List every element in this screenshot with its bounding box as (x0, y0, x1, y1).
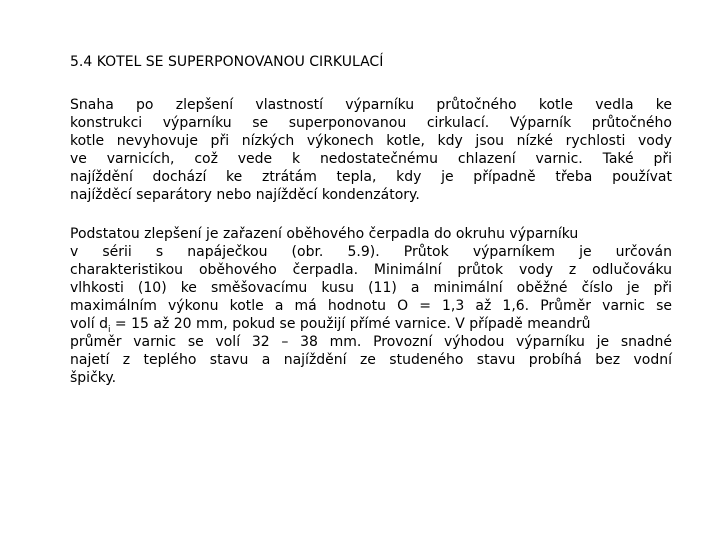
paragraph-line: konstrukci výparníku se superponovanou cirkulací. Výparník průtočného (70, 115, 672, 131)
paragraph-line: najetí z teplého stavu a najíždění ze studeného stavu probíhá bez vodní (70, 352, 672, 368)
paragraph-line: Snaha po zlepšení vlastností výparníku průtočného kotle vedla ke (70, 97, 672, 113)
line-text-suffix: = 15 až 20 mm, pokud se použijí přímé varnice. V případě meandrů (110, 316, 591, 332)
paragraph-line: najíždění dochází ke ztrátám tepla, kdy je případně třeba používat (70, 169, 672, 185)
paragraph-line: charakteristikou oběhového čerpadla. Minimální průtok vody z odlučováku (70, 262, 672, 278)
subscript-index: i (107, 324, 111, 335)
paragraph-line: ve varnicích, což vede k nedostatečnému chlazení varnic. Také při (70, 151, 672, 167)
paragraph-principle (70, 225, 672, 387)
paragraph-line: průměr varnic se volí 32 – 38 mm. Provozní výhodou výparníku je snadné (70, 334, 672, 350)
line-text-prefix: volí d (70, 316, 108, 332)
paragraph-line: vlhkosti (10) ke směšovacímu kusu (11) a minimální oběžné číslo je při (70, 280, 672, 296)
section-heading: 5.4 KOTEL SE SUPERPONOVANOU CIRKULACÍ (70, 54, 384, 70)
paragraph-line: najížděcí separátory nebo najížděcí kondenzátory. (70, 187, 420, 203)
paragraph-line: Podstatou zlepšení je zařazení oběhového čerpadla do okruhu výparníku (70, 226, 579, 242)
paragraph-line: maximálním výkonu kotle a má hodnotu O = 1,3 až 1,6. Průměr varnic se (70, 298, 672, 314)
paragraph-line: špičky. (70, 370, 117, 386)
paragraph-line: v sérii s napáječkou (obr. 5.9). Průtok výparníkem je určován (70, 244, 672, 260)
paragraph-line-with-subscript (70, 315, 672, 333)
paragraph-intro (70, 96, 672, 204)
paragraph-line: kotle nevyhovuje při nízkých výkonech kotle, kdy jsou nízké rychlosti vody (70, 133, 672, 149)
